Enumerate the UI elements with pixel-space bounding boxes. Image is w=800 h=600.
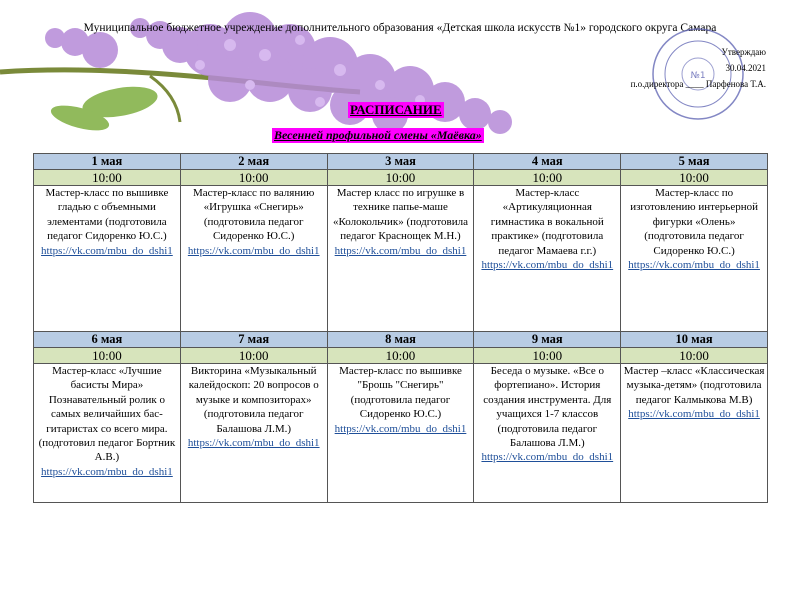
- vk-link[interactable]: https://vk.com/mbu_do_dshi1: [41, 244, 173, 257]
- time-cell: 10:00: [474, 170, 621, 186]
- event-description: Мастер-класс по вышивке "Брошь "Снегирь" (подготовила педагог Сидоренко Ю.С.): [339, 365, 462, 421]
- day-cell: 5 мая: [621, 154, 768, 170]
- event-cell: [621, 364, 768, 503]
- vk-link[interactable]: https://vk.com/mbu_do_dshi1: [41, 465, 173, 478]
- event-description: Викторина «Музыкальный калейдоскоп: 20 вопросов о музыке и композиторах» (подготовила педагог Балашова Л.М.): [188, 365, 319, 435]
- event-cell: [34, 364, 181, 503]
- day-header-row: [34, 332, 768, 348]
- event-description: Мастер –класс «Классическая музыка-детям» (подготовила педагог Калмыкова М.В): [623, 365, 765, 406]
- event-description: Мастер-класс «Артикуляционная гимнастика в вокальной практике» (подготовила педагог Мамаева г.г.): [490, 187, 604, 257]
- day-cell: 8 мая: [327, 332, 474, 348]
- schedule-subtitle: Весенней профильной смены «Маёвка»: [274, 128, 482, 142]
- approve-date: 30.04.2021: [725, 63, 766, 73]
- day-cell: 1 мая: [34, 154, 181, 170]
- time-cell: 10:00: [180, 348, 327, 364]
- signature-mark: ____: [685, 79, 706, 89]
- time-cell: 10:00: [621, 348, 768, 364]
- schedule-title: РАСПИСАНИЕ: [350, 102, 442, 117]
- vk-link[interactable]: https://vk.com/mbu_do_dshi1: [628, 259, 760, 272]
- approve-signature-line: [631, 76, 766, 92]
- event-row: [34, 186, 768, 332]
- svg-text:№1: №1: [690, 71, 706, 81]
- approval-block: [631, 44, 766, 92]
- approve-label: Утверждаю: [721, 47, 766, 57]
- time-cell: 10:00: [180, 170, 327, 186]
- vk-link[interactable]: https://vk.com/mbu_do_dshi1: [481, 451, 614, 464]
- vk-link[interactable]: https://vk.com/mbu_do_dshi1: [187, 244, 320, 257]
- time-cell: 10:00: [34, 348, 181, 364]
- event-description: Мастер-класс по изготовлению интерьерной фигурки «Олень» (подготовила педагог Сидоренко Ю.С.): [630, 187, 758, 257]
- day-cell: 4 мая: [474, 154, 621, 170]
- day-header-row: [34, 154, 768, 170]
- event-cell: [180, 186, 327, 332]
- event-cell: [474, 186, 621, 332]
- event-cell: [180, 364, 327, 503]
- time-cell: 10:00: [621, 170, 768, 186]
- approve-name: Парфенова Т.А.: [705, 79, 766, 89]
- day-cell: 6 мая: [34, 332, 181, 348]
- event-cell: [327, 364, 474, 503]
- schedule-table: [33, 153, 768, 503]
- organization-name: Муниципальное бюджетное учреждение дополнительного образования «Детская школа искусств №1» городского округа Самара: [83, 22, 717, 34]
- vk-link[interactable]: https://vk.com/mbu_do_dshi1: [187, 437, 320, 450]
- event-cell: [474, 364, 621, 503]
- time-row: [34, 348, 768, 364]
- time-cell: 10:00: [474, 348, 621, 364]
- day-cell: 9 мая: [474, 332, 621, 348]
- event-row: [34, 364, 768, 503]
- event-description: Мастер-класс по валянию «Игрушка «Снегирь» (подготовила педагог Сидоренко Ю.С.): [193, 187, 315, 243]
- vk-link[interactable]: https://vk.com/mbu_do_dshi1: [628, 408, 760, 421]
- event-description: Мастер класс по игрушке в технике папье-маше «Колокольчик» (подготовила педагог Краснощек М.Н.): [332, 187, 468, 243]
- vk-link[interactable]: https://vk.com/mbu_do_dshi1: [334, 422, 467, 435]
- event-cell: [34, 186, 181, 332]
- time-cell: 10:00: [327, 348, 474, 364]
- vk-link[interactable]: https://vk.com/mbu_do_dshi1: [334, 244, 467, 257]
- day-cell: 3 мая: [327, 154, 474, 170]
- vk-link[interactable]: https://vk.com/mbu_do_dshi1: [481, 259, 614, 272]
- time-cell: 10:00: [34, 170, 181, 186]
- event-description: Беседа о музыке. «Все о фортепиано». История создания инструмента. Для учащихся 1-7 классов (подготовила педагог Балашова Л.М.): [483, 365, 612, 450]
- event-description: Мастер-класс по вышивке гладью с объемными элементами (подготовила педагог Сидоренко Ю.С.): [45, 187, 169, 243]
- time-cell: 10:00: [327, 170, 474, 186]
- event-description: Мастер-класс «Лучшие басисты Мира» Познавательный ролик о самых величайших бас-гитаристах со всего мира. (подготовил педагог Бортник А.В.): [38, 365, 176, 464]
- day-cell: 7 мая: [180, 332, 327, 348]
- event-cell: [327, 186, 474, 332]
- approve-position: п.о.директора: [630, 79, 684, 89]
- time-row: [34, 170, 768, 186]
- day-cell: 10 мая: [621, 332, 768, 348]
- event-cell: [621, 186, 768, 332]
- day-cell: 2 мая: [180, 154, 327, 170]
